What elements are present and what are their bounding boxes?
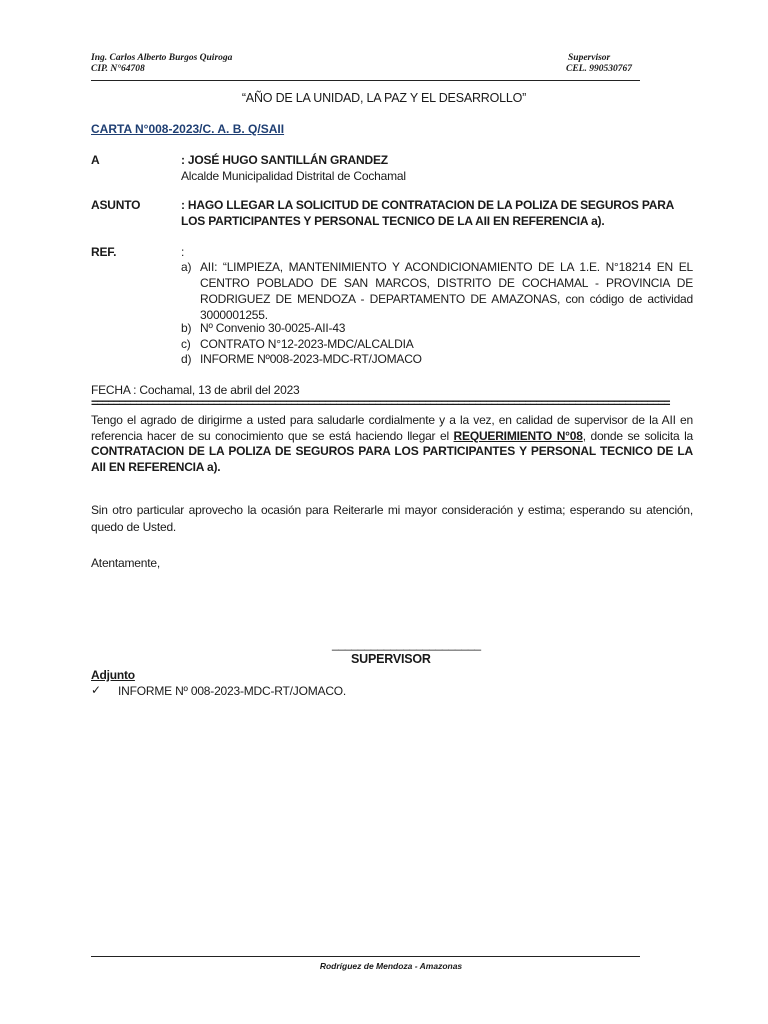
subject-line-2: LOS PARTICIPANTES Y PERSONAL TECNICO DE LA AII EN REFERENCIA a). bbox=[181, 214, 605, 228]
signature-line: _______________________ bbox=[332, 637, 481, 651]
body-paragraph-2: Sin otro particular aprovecho la ocasión para Reiterarle mi mayor consideración y estima; esperando su atención, quedo de Usted. bbox=[91, 503, 693, 534]
header-role: Supervisor bbox=[568, 53, 611, 63]
signature-title: SUPERVISOR bbox=[351, 652, 431, 666]
year-motto: “AÑO DE LA UNIDAD, LA PAZ Y EL DESARROLLO” bbox=[241, 91, 527, 105]
body-text-start: Tengo el agrado de dirigirme a usted para saludarle cordialmente y a la vez, en calidad de supervisor de la AII en referencia hacer de su conocimiento que se está haciendo llegar el bbox=[91, 413, 693, 443]
closing-text: Atentamente, bbox=[91, 556, 160, 570]
header-cel: CEL. 990530767 bbox=[566, 64, 632, 74]
header-divider bbox=[91, 80, 640, 81]
requirement-reference: REQUERIMIENTO N°08 bbox=[453, 428, 583, 443]
ref-d-letter: d) bbox=[181, 352, 192, 366]
reference-label: REF. bbox=[91, 245, 117, 259]
footer-location: Rodríguez de Mendoza - Amazonas bbox=[319, 961, 463, 971]
body-text-mid: , donde se solicita la bbox=[582, 428, 694, 443]
ref-b-text: Nº Convenio 30-0025-AII-43 bbox=[200, 321, 346, 335]
date-line: FECHA : Cochamal, 13 de abril del 2023 bbox=[91, 383, 300, 397]
recipient-position: Alcalde Municipalidad Distrital de Cochamal bbox=[181, 169, 406, 183]
attachment-item: INFORME Nº 008-2023-MDC-RT/JOMACO. bbox=[118, 684, 347, 698]
ref-a-letter: a) bbox=[181, 260, 192, 274]
header-name: Ing. Carlos Alberto Burgos Quiroga bbox=[91, 53, 233, 63]
recipient-name: : JOSÉ HUGO SANTILLÁN GRANDEZ bbox=[181, 153, 388, 167]
checkmark-icon: ✓ bbox=[91, 683, 101, 697]
ref-b-letter: b) bbox=[181, 321, 192, 335]
footer-divider bbox=[91, 956, 640, 957]
subject-line-1: : HAGO LLEGAR LA SOLICITUD DE CONTRATACION DE LA POLIZA DE SEGUROS PARA bbox=[181, 198, 675, 212]
ref-a-text: AII: “LIMPIEZA, MANTENIMIENTO Y ACONDICIONAMIENTO DE LA 1.E. N°18214 EN EL CENTRO POBLADO DE SAN MARCOS, DISTRITO DE COCHAMAL - PROVINCIA DE RODRIGUEZ DE MENDOZA - DEPARTAMENTO DE AMAZONAS, con código de actividad 3000001255. bbox=[200, 260, 693, 322]
body-paragraph-1 bbox=[91, 413, 693, 475]
attachment-label: Adjunto bbox=[91, 668, 135, 682]
recipient-label: A bbox=[91, 153, 100, 167]
reference-colon: : bbox=[181, 245, 185, 259]
ref-c-letter: c) bbox=[181, 337, 191, 351]
separator-line: ======================================================================================================== bbox=[91, 397, 670, 409]
header-cip: CIP. N°64708 bbox=[91, 64, 145, 74]
body-subject-bold: CONTRATACION DE LA POLIZA DE SEGUROS PARA LOS PARTICIPANTES Y PERSONAL TECNICO DE LA AII EN REFERENCIA a). bbox=[91, 444, 693, 474]
ref-c-text: CONTRATO N°12-2023-MDC/ALCALDIA bbox=[200, 337, 414, 351]
ref-d-text: INFORME Nº008-2023-MDC-RT/JOMACO bbox=[200, 352, 422, 366]
letter-number: CARTA N°008-2023/C. A. B. Q/SAII bbox=[91, 122, 285, 136]
subject-label: ASUNTO bbox=[91, 198, 141, 212]
